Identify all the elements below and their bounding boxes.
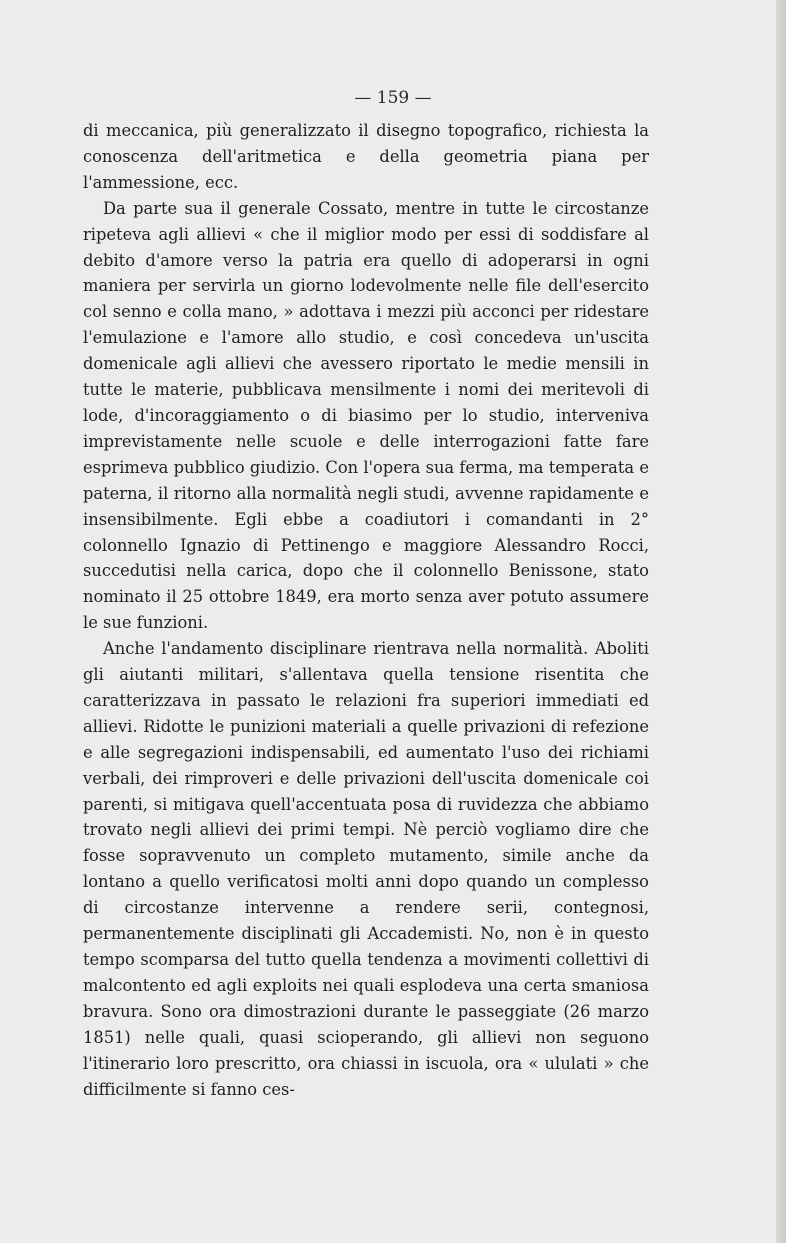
paragraph-2: Da parte sua il generale Cossato, mentre in tutte le circostanze ripeteva agli allievi « che il miglior modo per essi di soddisfare al debito d'amore verso la patria era quello di adoperarsi in ogni maniera per servirla un giorno lodevolmente nelle file dell'esercito col senno e colla mano, » adottava i mezzi più acconci per ridestare l'emulazione e l'amore allo studio, e così concedeva un'uscita domenicale agli allievi che avessero riportato le medie mensili in tutte le materie, pubblicava mensilmente i nomi dei meritevoli di lode, d'incoraggiamento o di biasimo per lo studio, interveniva imprevistamente nelle scuole e delle interrogazioni fatte fare esprimeva pubblico giudizio. Con l'opera sua ferma, ma temperata e paterna, il ritorno alla normalità negli studi, avvenne rapidamente e insensibilmente. Egli ebbe a coadiutori i comandanti in 2° colonnello Ignazio di Pettinengo e maggiore Alessandro Rocci, succedutisi nella carica, dopo che il colonnello Benissone, stato nominato il 25 ottobre 1849, era morto senza aver potuto assumere le sue funzioni.	[83, 198, 649, 633]
paragraph-3: Anche l'andamento disciplinare rientrava nella normalità. Aboliti gli aiutanti militari, s'allentava quella tensione risentita che caratterizzava in passato le relazioni fra superiori immediati ed allievi. Ridotte le punizioni materiali a quelle privazioni di refezione e alle segregazioni indispensabili, ed aumentato l'uso dei richiami verbali, dei rimproveri e delle privazioni dell'uscita domenicale coi parenti, si mitigava quell'accentuata posa di ruvidezza che abbiamo trovato negli allievi dei primi tempi. Nè perciò vogliamo dire che fosse sopravvenuto un completo mutamento, simile anche da lontano a quello verificatosi molti anni dopo quando un complesso di circostanze intervenne a rendere serii, contegnosi, permanentemente disciplinati gli Accademisti. No, non è in questo tempo scomparsa del tutto quella tendenza a movimenti collettivi di malcontento ed agli exploits nei quali esplodeva una certa smaniosa bravura. Sono ora dimostrazioni durante le passeggiate (26 marzo 1851) nelle quali, quasi scioperando, gli allievi non seguono l'itinerario loro prescritto, ora chiassi in iscuola, ora « ululati » che difficilmente si fanno ces-	[83, 639, 649, 1099]
body-text	[83, 118, 649, 1102]
page-number: — 159 —	[354, 88, 432, 108]
paragraph-1: di meccanica, più generalizzato il disegno topografico, richiesta la conoscenza dell'aritmetica e della geometria piana per l'ammessione, ecc.	[83, 121, 649, 192]
page-edge-shadow	[776, 0, 786, 1243]
